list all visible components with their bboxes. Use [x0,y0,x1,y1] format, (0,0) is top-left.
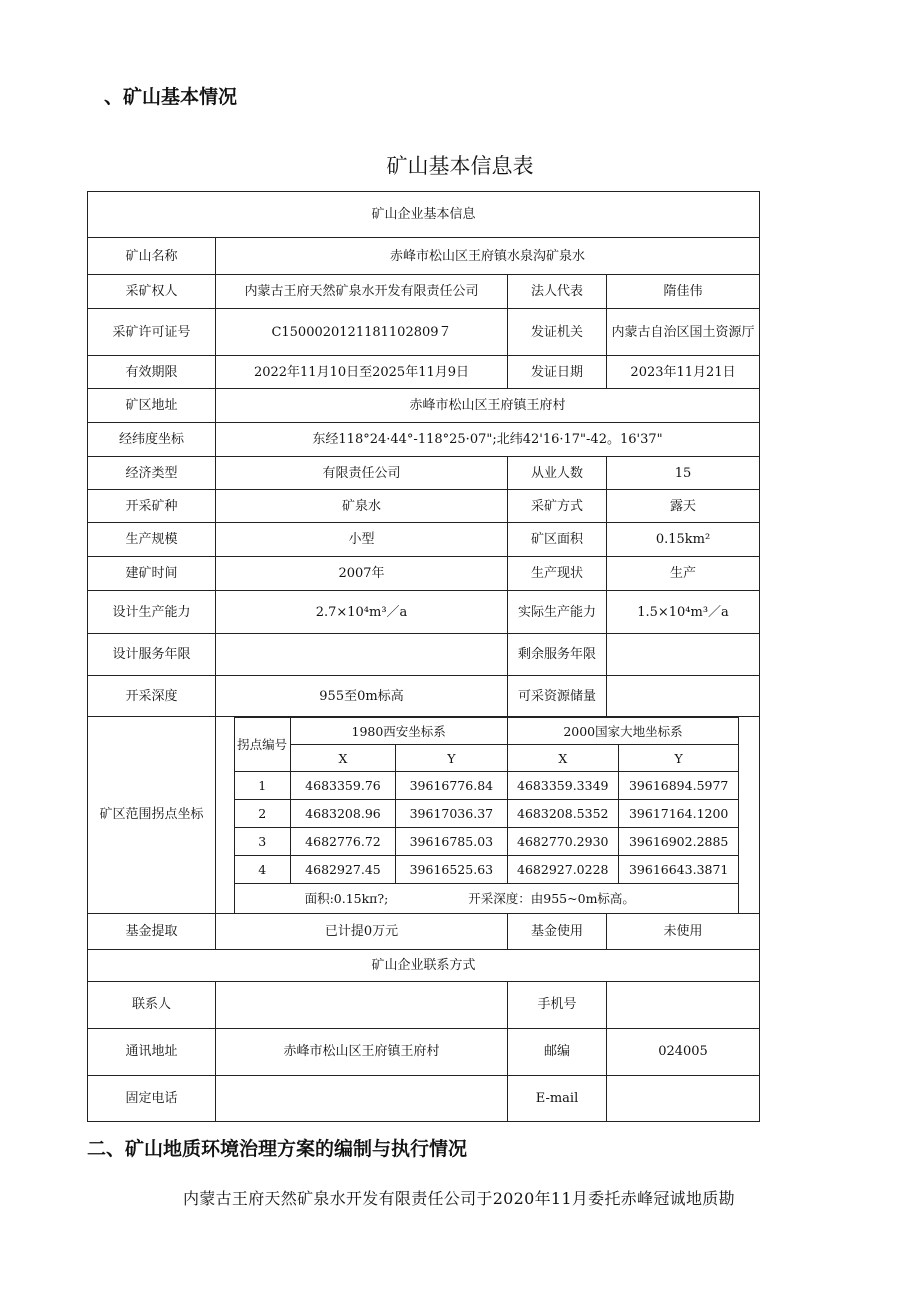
section1-heading: 、矿山基本情况 [104,86,238,108]
contact-person-label: 联系人 [88,981,216,1028]
phone-label: 固定电话 [88,1075,216,1121]
reserves-label: 可采资源储量 [508,676,607,717]
basic-info-header: 矿山企业基本信息 [88,192,760,238]
x-1980: 4682776.72 [290,828,395,856]
mail-address-value: 赤峰市松山区王府镇王府村 [216,1028,508,1075]
contact-person-value [216,981,508,1028]
y-2000: 39616894.5977 [618,772,738,800]
corners-note [234,884,739,913]
mine-name-value: 赤峰市松山区王府镇水泉沟矿泉水 [216,238,760,275]
mobile-label: 手机号 [508,981,607,1028]
validity-label: 有效期限 [88,356,216,389]
coords-value: 东经118°24·44°-118°25·07";北纬42'16·17"-42。16'37" [216,423,760,457]
pt-number: 1 [234,772,290,800]
validity-value: 2022年11月10日至2025年11月9日 [216,356,508,389]
x-2000: 4682927.0228 [507,856,618,884]
mineral-label: 开采矿种 [88,490,216,523]
owner-label: 采矿权人 [88,275,216,309]
sys-2000-header: 2000国家大地坐标系 [507,718,739,745]
employees-label: 从业人数 [508,457,607,490]
sys-1980-header: 1980西安坐标系 [290,718,507,745]
built-label: 建矿时间 [88,557,216,591]
legal-rep-value: 隋佳伟 [607,275,760,309]
x-header-1980: X [290,745,395,772]
table-row [216,828,759,856]
body-paragraph: 内蒙古王府天然矿泉水开发有限责任公司于2020年11月委托赤峰冠诚地质勘 [183,1189,735,1208]
y-2000: 39616643.3871 [618,856,738,884]
y-1980: 39616785.03 [396,828,507,856]
corners-table [216,717,759,913]
actual-cap-value: 1.5×10⁴m³／a [607,591,760,634]
y-header-2000: Y [618,745,738,772]
depth-note: 开采深度：由955~0m标高。 [468,890,635,906]
area-label: 矿区面积 [508,523,607,557]
area-note: 面积:0.15kπ?; [304,890,389,906]
y-1980: 39616525.63 [396,856,507,884]
contact-header: 矿山企业联系方式 [88,949,760,981]
corners-label: 矿区范围拐点坐标 [88,717,216,914]
issue-date-label: 发证日期 [508,356,607,389]
employees-value: 15 [607,457,760,490]
pt-number: 3 [234,828,290,856]
design-cap-label: 设计生产能力 [88,591,216,634]
y-1980: 39617036.37 [396,800,507,828]
x-1980: 4683208.96 [290,800,395,828]
phone-value [216,1075,508,1121]
table-row [216,856,759,884]
area-value: 0.15km² [607,523,760,557]
design-years-value [216,634,508,676]
mineral-value: 矿泉水 [216,490,508,523]
issue-date-value: 2023年11月21日 [607,356,760,389]
mine-info-table [87,191,760,1122]
corners-cell [216,717,760,914]
owner-value: 内蒙古王府天然矿泉水开发有限责任公司 [216,275,508,309]
coords-label: 经纬度坐标 [88,423,216,457]
depth-label: 开采深度 [88,676,216,717]
license-label: 采矿许可证号 [88,309,216,356]
email-label: E-mail [508,1075,607,1121]
table-row [216,800,759,828]
mobile-value [607,981,760,1028]
status-label: 生产现状 [508,557,607,591]
corners-right-gap [739,718,759,913]
built-value: 2007年 [216,557,508,591]
y-2000: 39617164.1200 [618,800,738,828]
scale-value: 小型 [216,523,508,557]
x-2000: 4683359.3349 [507,772,618,800]
fund-draw-value: 已计提0万元 [216,913,508,949]
postcode-value: 024005 [607,1028,760,1075]
license-value: C1500020121181102809７ [216,309,508,356]
table-title: 矿山基本信息表 [386,154,534,178]
address-value: 赤峰市松山区王府镇王府村 [216,389,760,423]
corners-left-gap [216,718,234,913]
depth-value: 955至0m标高 [216,676,508,717]
econ-type-value: 有限责任公司 [216,457,508,490]
section2-heading: 二、矿山地质环境治理方案的编制与执行情况 [87,1138,468,1160]
x-1980: 4683359.76 [290,772,395,800]
fund-draw-label: 基金提取 [88,913,216,949]
postcode-label: 邮编 [508,1028,607,1075]
status-value: 生产 [607,557,760,591]
pt-number: 4 [234,856,290,884]
address-label: 矿区地址 [88,389,216,423]
y-1980: 39616776.84 [396,772,507,800]
table-row [216,772,759,800]
x-header-2000: X [507,745,618,772]
fund-use-label: 基金使用 [508,913,607,949]
pt-number: 2 [234,800,290,828]
email-value [607,1075,760,1121]
design-cap-value: 2.7×10⁴m³／a [216,591,508,634]
y-header-1980: Y [396,745,507,772]
design-years-label: 设计服务年限 [88,634,216,676]
x-1980: 4682927.45 [290,856,395,884]
remaining-years-value [607,634,760,676]
scale-label: 生产规模 [88,523,216,557]
actual-cap-label: 实际生产能力 [508,591,607,634]
legal-rep-label: 法人代表 [508,275,607,309]
reserves-value [607,676,760,717]
x-2000: 4682770.2930 [507,828,618,856]
mine-name-label: 矿山名称 [88,238,216,275]
method-label: 采矿方式 [508,490,607,523]
remaining-years-label: 剩余服务年限 [508,634,607,676]
issuer-value: 内蒙古自治区国土资源厅 [607,309,760,356]
method-value: 露天 [607,490,760,523]
econ-type-label: 经济类型 [88,457,216,490]
pt-header: 拐点编号 [234,718,290,772]
y-2000: 39616902.2885 [618,828,738,856]
x-2000: 4683208.5352 [507,800,618,828]
issuer-label: 发证机关 [508,309,607,356]
fund-use-value: 未使用 [607,913,760,949]
mail-address-label: 通讯地址 [88,1028,216,1075]
